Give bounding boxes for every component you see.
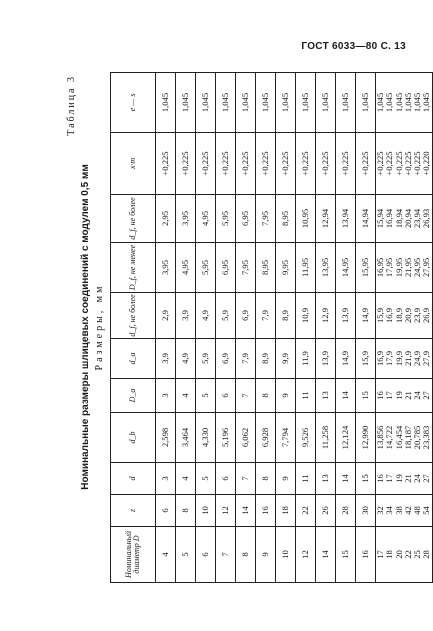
table-cell-group	[376, 527, 433, 583]
table-cell: 1,045	[196, 73, 216, 133]
table-cell: 11	[296, 379, 316, 413]
group-value: 17	[384, 474, 395, 483]
table-cell: 8,9	[256, 339, 276, 379]
table-cell: 1,045	[156, 73, 176, 133]
table-cell-group	[376, 133, 433, 195]
table-cell: 8	[256, 463, 276, 495]
table-row	[196, 73, 216, 583]
group-value: 17	[375, 550, 385, 559]
table-cell: 8,95	[276, 195, 296, 243]
col-header-e-s: e — s	[111, 73, 156, 133]
table-cell: 7	[236, 379, 256, 413]
table-cell: 7,9	[236, 339, 256, 379]
table-cell: 4	[176, 463, 196, 495]
group-value: 1,045	[375, 92, 385, 113]
group-value: 22	[402, 550, 413, 559]
group-value: +0,225	[402, 151, 413, 176]
table-cell-group	[376, 293, 433, 339]
group-value: 21,9	[402, 350, 413, 367]
group-value: 27,9	[421, 350, 432, 367]
table-row	[156, 73, 176, 583]
table-row	[216, 73, 236, 583]
group-value: 24,95	[412, 257, 423, 278]
group-value: 28	[421, 550, 432, 559]
table-cell-group	[376, 243, 433, 293]
group-value: +0,225	[412, 151, 423, 176]
table-cell: 1,045	[236, 73, 256, 133]
table-row	[316, 73, 336, 583]
table-cell: 14,94	[356, 195, 376, 243]
table-body	[156, 73, 433, 583]
table-cell: 3	[156, 379, 176, 413]
group-value: 20	[393, 550, 404, 559]
table-cell: 16	[256, 495, 276, 527]
group-value: 21,95	[402, 257, 413, 278]
table-cell: 5,95	[196, 243, 216, 293]
table-cell: 8,9	[276, 293, 296, 339]
table-cell: 10,9	[296, 293, 316, 339]
table-cell: 9	[256, 527, 276, 583]
table-cell: +0,225	[176, 133, 196, 195]
col-header-z: z	[111, 495, 156, 527]
table-cell: 3,464	[176, 413, 196, 463]
table-cell: 10,95	[296, 195, 316, 243]
table-cell: 9	[276, 379, 296, 413]
col-header-da: d_a	[111, 339, 156, 379]
table-cell: 6,9	[216, 339, 236, 379]
table-cell: 12	[216, 495, 236, 527]
table-cell: 9,9	[276, 339, 296, 379]
group-value: 16	[375, 391, 385, 400]
table-cell: 5	[176, 527, 196, 583]
table-cell: 13	[316, 463, 336, 495]
table-cell: 1,045	[296, 73, 316, 133]
table-cell-group	[376, 339, 433, 379]
group-value: 16,9	[375, 350, 385, 367]
table-cell: 14	[236, 495, 256, 527]
table-cell: 12,9	[316, 293, 336, 339]
table-cell: 7	[216, 527, 236, 583]
table-cell: 3,95	[176, 195, 196, 243]
table-cell: 12	[296, 527, 316, 583]
table-cell: 11,9	[296, 339, 316, 379]
table-cell: 1,045	[356, 73, 376, 133]
group-value: 17	[384, 391, 395, 400]
group-value: +0,225	[393, 151, 404, 176]
table-cell: 6	[216, 379, 236, 413]
group-value: 18,9	[393, 307, 404, 324]
table-cell: 9	[276, 463, 296, 495]
group-value: 54	[421, 506, 432, 515]
table-cell: 14	[336, 463, 356, 495]
page-header: ГОСТ 6033—80 С. 13	[301, 41, 406, 52]
table-cell: 6,062	[236, 413, 256, 463]
table-cell: 9,95	[276, 243, 296, 293]
table-cell: +0,225	[256, 133, 276, 195]
group-value: 16,9	[384, 307, 395, 324]
col-header-df-max-2: d_f, не более	[111, 195, 156, 243]
group-value: 27	[421, 391, 432, 400]
table-cell: 4,95	[176, 243, 196, 293]
table-cell: 7,9	[256, 293, 276, 339]
table-cell: 5	[196, 379, 216, 413]
table-cell: 4,330	[196, 413, 216, 463]
table-cell: 6,928	[256, 413, 276, 463]
group-value: 17,9	[384, 350, 395, 367]
table-cell: 1,045	[316, 73, 336, 133]
table-cell: 30	[356, 495, 376, 527]
table-cell: 11	[296, 463, 316, 495]
group-value: 25	[412, 550, 423, 559]
table-cell: 2,95	[156, 195, 176, 243]
table-cell-group	[376, 195, 433, 243]
table-cell: 14,9	[356, 293, 376, 339]
table-cell: 12,94	[316, 195, 336, 243]
group-value: 16,95	[375, 257, 385, 278]
group-value: 23,94	[412, 208, 423, 229]
group-value: 42	[402, 506, 413, 515]
col-header-nominal-diameter: Номинальный диаметр D	[111, 527, 156, 583]
group-value: 26,93	[421, 208, 432, 229]
table-cell-group	[376, 495, 433, 527]
table-cell: 15	[356, 463, 376, 495]
group-value: +0,225	[375, 151, 385, 176]
table-cell: 15	[336, 527, 356, 583]
table-cell: 3	[156, 463, 176, 495]
group-value: 27	[421, 474, 432, 483]
table-cell: +0,225	[276, 133, 296, 195]
table-cell: 3,9	[156, 339, 176, 379]
table-cell: 5,95	[216, 195, 236, 243]
table-cell: 4,9	[196, 293, 216, 339]
table-cell: +0,225	[196, 133, 216, 195]
group-value: 20,9	[402, 307, 413, 324]
table-cell: 13,9	[336, 293, 356, 339]
table-cell: 5	[196, 463, 216, 495]
table-row	[296, 73, 316, 583]
table-cell: 26	[316, 495, 336, 527]
table-cell: 5,9	[196, 339, 216, 379]
table-cell: 13,95	[316, 243, 336, 293]
table-cell: 8	[176, 495, 196, 527]
table-cell: 3,95	[156, 243, 176, 293]
table-cell: 4,95	[196, 195, 216, 243]
group-value: 16,454	[393, 425, 404, 450]
table-row	[236, 73, 256, 583]
table-cell: 15	[356, 379, 376, 413]
table-cell-group	[376, 463, 433, 495]
group-value: 18,94	[393, 208, 404, 229]
table-cell-group	[376, 413, 433, 463]
group-value: 15,94	[375, 208, 385, 229]
table-cell: 7,794	[276, 413, 296, 463]
group-value: +0,225	[384, 151, 395, 176]
group-value: 34	[384, 506, 395, 515]
table-cell: +0,225	[296, 133, 316, 195]
table-cell: +0,225	[336, 133, 356, 195]
group-value: 23,383	[421, 425, 432, 450]
table-subcaption: Размеры, мм	[94, 283, 105, 371]
table-cell: 6,9	[236, 293, 256, 339]
table-cell-group	[376, 379, 433, 413]
table-cell: 22	[296, 495, 316, 527]
group-value: 1,045	[393, 92, 404, 113]
group-value: 17,95	[384, 257, 395, 278]
group-value: 38	[393, 506, 404, 515]
table-row	[336, 73, 356, 583]
table-row	[276, 73, 296, 583]
table-cell: 7,95	[256, 195, 276, 243]
table-cell: 1,045	[336, 73, 356, 133]
spline-dimensions-table	[110, 72, 433, 583]
table-cell: 5,9	[216, 293, 236, 339]
table-cell: 3,9	[176, 293, 196, 339]
group-value: 20,94	[402, 208, 413, 229]
table-cell: 15,9	[356, 339, 376, 379]
col-header-d: d	[111, 463, 156, 495]
table-caption: Номинальные размеры шлицевых соединений с модулем 0,5 мм	[80, 164, 91, 490]
table-cell: 6,95	[236, 195, 256, 243]
table-cell: 4,9	[176, 339, 196, 379]
col-header-xm: x·m	[111, 133, 156, 195]
group-value: 24,9	[412, 350, 423, 367]
table-cell: 9,526	[296, 413, 316, 463]
group-value: 32	[375, 506, 385, 515]
table-label: Таблица 3	[66, 75, 77, 136]
table-cell: 7	[236, 463, 256, 495]
table-cell: +0,225	[156, 133, 176, 195]
table-cell: +0,225	[216, 133, 236, 195]
table-cell: 2,598	[156, 413, 176, 463]
group-value: 18	[384, 550, 395, 559]
table-cell: 1,045	[276, 73, 296, 133]
group-value: 19	[393, 474, 404, 483]
table-cell: 5,196	[216, 413, 236, 463]
table-row	[176, 73, 196, 583]
table-cell: 6	[156, 495, 176, 527]
table-cell: +0,225	[356, 133, 376, 195]
table-cell: 4	[176, 379, 196, 413]
group-value: 24	[412, 474, 423, 483]
group-value: 19,95	[393, 257, 404, 278]
group-value: +0,220	[421, 151, 432, 176]
table-cell: 6	[216, 463, 236, 495]
table-cell: 11,258	[316, 413, 336, 463]
table-cell: 10	[276, 527, 296, 583]
group-value: 1,045	[402, 92, 413, 113]
table-row	[256, 73, 276, 583]
group-value: 15,9	[375, 307, 385, 324]
table-cell: 13,9	[316, 339, 336, 379]
table-cell: 6	[196, 527, 216, 583]
group-value: 21	[402, 391, 413, 400]
table-cell: 14	[336, 379, 356, 413]
table-cell: 16	[356, 527, 376, 583]
group-value: 27,95	[421, 257, 432, 278]
table-cell: 11,95	[296, 243, 316, 293]
group-value: 24	[412, 391, 423, 400]
group-value: 1,045	[421, 92, 432, 113]
table-cell: +0,225	[236, 133, 256, 195]
group-value: 19	[393, 391, 404, 400]
table-cell: 6,95	[216, 243, 236, 293]
group-value: 18,187	[402, 425, 413, 450]
group-value: 14,722	[384, 425, 395, 450]
group-value: 16,94	[384, 208, 395, 229]
group-value: 23,9	[412, 307, 423, 324]
table-cell: 14,9	[336, 339, 356, 379]
table-cell: 28	[336, 495, 356, 527]
table-cell: +0,225	[316, 133, 336, 195]
table-cell: 13,94	[336, 195, 356, 243]
table-cell: 1,045	[256, 73, 276, 133]
group-value: 20,785	[412, 425, 423, 450]
table-cell: 1,045	[176, 73, 196, 133]
table-cell: 7,95	[236, 243, 256, 293]
table-cell-group	[376, 73, 433, 133]
group-value: 16	[375, 474, 385, 483]
group-value: 26,9	[421, 307, 432, 324]
table-cell: 8	[256, 379, 276, 413]
table-header-row	[111, 73, 156, 583]
table-cell: 4	[156, 527, 176, 583]
group-value: 48	[412, 506, 423, 515]
table-cell: 14,95	[336, 243, 356, 293]
group-value: 13,856	[375, 425, 385, 450]
table-cell: 18	[276, 495, 296, 527]
table-cell: 10	[196, 495, 216, 527]
group-value: 1,045	[412, 92, 423, 113]
table-cell: 1,045	[216, 73, 236, 133]
group-value: 21	[402, 474, 413, 483]
table-cell: 12,124	[336, 413, 356, 463]
table-row	[356, 73, 376, 583]
table-row-group	[376, 73, 433, 583]
col-header-Da: D_a	[111, 379, 156, 413]
col-header-db: d_b	[111, 413, 156, 463]
table-cell: 8	[236, 527, 256, 583]
group-value: 19,9	[393, 350, 404, 367]
col-header-Df-min: D_f, не менее	[111, 243, 156, 293]
table-cell: 8,95	[256, 243, 276, 293]
rotated-table-block	[64, 67, 432, 587]
table-cell: 12,990	[356, 413, 376, 463]
table-cell: 13	[316, 379, 336, 413]
col-header-df-max: d_f, не более	[111, 293, 156, 339]
table-cell: 2,9	[156, 293, 176, 339]
table-cell: 14	[316, 527, 336, 583]
table-cell: 15,95	[356, 243, 376, 293]
group-value: 1,045	[384, 92, 395, 113]
